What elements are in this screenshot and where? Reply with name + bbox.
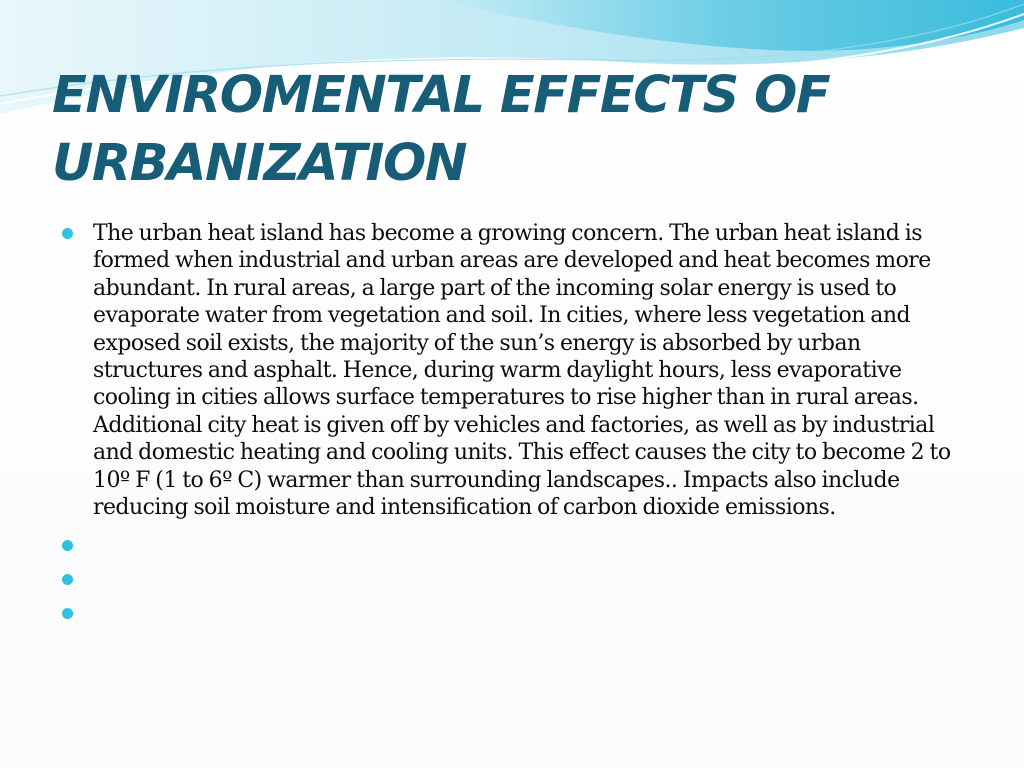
- bullet-item: [60, 220, 970, 521]
- bullet-item-empty: [60, 600, 970, 634]
- bullet-item-empty: [60, 532, 970, 566]
- bullet-list: [60, 220, 970, 634]
- bullet-dot-icon: [62, 228, 73, 239]
- slide-title-line-2: URBANIZATION: [52, 134, 467, 193]
- bullet-item-empty: [60, 566, 970, 600]
- bullet-dot-icon: [62, 540, 73, 551]
- bullet-dot-icon: [62, 574, 73, 585]
- bullet-dot-icon: [62, 608, 73, 619]
- slide-title-line-1: ENVIROMENTAL EFFECTS OF: [52, 66, 830, 125]
- slide-title: [52, 62, 952, 198]
- bullet-text: The urban heat island has become a growing concern. The urban heat island is formed when industrial and urban areas are developed and heat becomes more abundant. In rural areas, a large part of the incoming solar energy is used to evaporate water from vegetation and soil. In cities, where less vegetation and exposed soil exists, the majority of the sun’s energy is absorbed by urban structures and asphalt. Hence, during warm daylight hours, less evaporative cooling in cities allows surface temperatures to rise higher than in rural areas. Additional city heat is given off by vehicles and factories, as well as by industrial and domestic heating and cooling units. This effect causes the city to become 2 to 10º F (1 to 6º C) warmer than surrounding landscapes.. Impacts also include reducing soil moisture and intensification of carbon dioxide emissions.: [93, 221, 951, 521]
